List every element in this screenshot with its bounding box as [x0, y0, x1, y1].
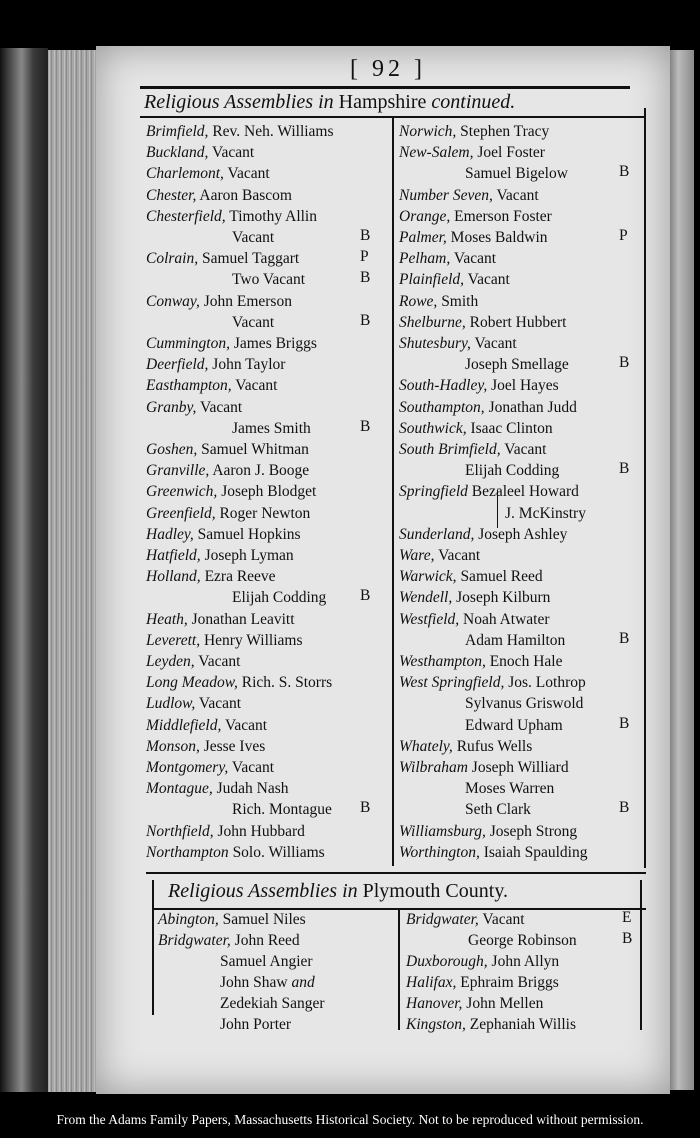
minister-name: Vacant	[232, 229, 275, 246]
town-name: Number Seven,	[399, 186, 493, 204]
town-name: Pelham,	[399, 250, 451, 268]
minister-name: Zephaniah Willis	[469, 1016, 577, 1033]
minister-name: Enoch Hale	[489, 653, 563, 670]
town-name: Greenwich,	[146, 483, 218, 501]
minister-name: Vacant	[198, 695, 242, 713]
minister-name: Vacant	[496, 186, 539, 204]
town-name: Duxborough,	[406, 953, 488, 970]
minister-name: Vacant	[474, 335, 517, 352]
town-name: Ware,	[399, 547, 435, 564]
copyright-footer: From the Adams Family Papers, Massachusetts Historical Society. Not to be reproduced without permission.	[56, 1112, 644, 1127]
list-item	[399, 185, 539, 206]
town-name: Ludlow,	[146, 695, 196, 713]
town-name: Rowe,	[399, 292, 438, 310]
minister-name: Roger Newton	[219, 504, 311, 522]
list-item	[468, 930, 577, 951]
town-name: Wendell,	[399, 589, 453, 607]
list-item	[399, 375, 559, 396]
denomination-mark: B	[619, 799, 630, 817]
town-name: Plainfield,	[399, 271, 465, 289]
denomination-mark: B	[619, 629, 630, 647]
column-divider-2	[398, 910, 400, 1030]
list-item	[399, 206, 552, 227]
minister-name: Vacant	[198, 653, 241, 670]
right-border-2	[640, 880, 642, 1030]
list-item	[399, 651, 562, 672]
town-name: South-Hadley,	[399, 377, 488, 395]
minister-name: Solo. Williams	[232, 843, 325, 861]
town-name: Goshen,	[146, 441, 198, 458]
list-item	[158, 930, 300, 951]
minister-name: John Hubbard	[217, 822, 305, 840]
minister-name: Edward Upham	[465, 716, 563, 734]
town-name: Granby,	[146, 398, 197, 416]
denomination-mark: B	[360, 799, 371, 817]
town-name: Warwick,	[399, 568, 457, 586]
town-name: Shutesbury,	[399, 335, 471, 352]
list-item	[220, 951, 313, 972]
list-item	[465, 799, 531, 820]
minister-name: J. McKinstry	[505, 504, 586, 522]
minister-name: Samuel Taggart	[201, 250, 300, 268]
town-name: Middlefield,	[146, 716, 222, 734]
list-item	[146, 715, 267, 736]
list-item	[146, 524, 301, 545]
minister-name: John Emerson	[203, 292, 292, 310]
list-item	[146, 481, 316, 502]
list-item	[399, 312, 566, 333]
town-name: Kingston,	[406, 1016, 466, 1033]
town-name: Whately,	[399, 737, 453, 755]
town-name: Sunderland,	[399, 525, 475, 543]
list-item	[146, 630, 303, 651]
book-spine	[0, 48, 48, 1092]
minister-name: Emerson Foster	[454, 207, 552, 225]
minister-name: Vacant	[438, 547, 481, 564]
town-name: Leverett,	[146, 631, 201, 649]
minister-name: Joseph Kilburn	[456, 589, 551, 607]
list-item	[146, 609, 295, 630]
right-border-1	[644, 108, 646, 868]
minister-name: Vacant	[504, 441, 547, 458]
minister-name: John Taylor	[212, 356, 286, 374]
minister-name: John Reed	[234, 932, 300, 949]
town-name: Williamsburg,	[399, 822, 486, 840]
town-name: Leyden,	[146, 653, 195, 670]
minister-name: Vacant	[467, 271, 510, 289]
minister-name: Elijah Codding	[465, 462, 560, 480]
minister-name: Jonathan Leavitt	[191, 610, 295, 628]
minister-name: Samuel Reed	[460, 568, 543, 586]
list-item	[146, 397, 242, 418]
list-item	[399, 609, 550, 630]
list-item	[399, 291, 478, 312]
list-item	[146, 333, 317, 354]
town-name: Chester,	[146, 186, 197, 204]
minister-name: Smith	[441, 292, 479, 310]
denomination-mark: B	[360, 417, 371, 435]
minister-name: Stephen Tracy	[460, 123, 550, 140]
list-item	[146, 291, 292, 312]
town-name: Halifax,	[406, 974, 457, 991]
minister-name: Moses Baldwin	[450, 229, 548, 246]
town-name: Deerfield,	[146, 356, 209, 374]
left-border-2	[152, 880, 154, 1015]
list-item	[406, 951, 559, 972]
list-item	[465, 715, 563, 736]
minister-name: Bezaleel Howard	[471, 483, 579, 501]
list-item	[399, 418, 553, 439]
minister-name: Samuel Bigelow	[465, 165, 568, 183]
town-name: Granville,	[146, 462, 210, 480]
list-item	[232, 269, 305, 290]
heading-italic: Religious Assemblies in	[144, 91, 334, 113]
town-name: Wilbraham	[399, 759, 468, 776]
heading-county: Hampshire	[338, 91, 427, 113]
minister-name: Robert Hubbert	[469, 313, 567, 331]
denomination-mark: B	[619, 354, 630, 372]
list-item	[146, 566, 276, 587]
minister-name: Vacant	[231, 759, 275, 776]
town-name: Holland,	[146, 568, 201, 586]
list-item	[406, 993, 543, 1014]
denomination-mark: B	[619, 163, 630, 181]
heading-italic: Religious Assemblies	[168, 880, 338, 902]
list-item	[220, 972, 315, 993]
minister-name: Vacant	[224, 716, 268, 734]
list-item	[399, 757, 569, 778]
town-name: Heath,	[146, 610, 188, 628]
denomination-mark: B	[360, 227, 371, 244]
list-item	[399, 397, 577, 418]
town-name: Monson,	[146, 737, 200, 755]
list-item	[399, 248, 496, 269]
list-item	[146, 163, 270, 184]
town-name: Shelburne,	[399, 313, 466, 331]
minister-name: Vacant	[482, 911, 525, 928]
denomination-mark: E	[622, 909, 632, 926]
minister-name: Jonathan Judd	[488, 398, 577, 416]
town-name: Southwick,	[399, 419, 467, 437]
list-item	[399, 545, 480, 566]
list-item	[146, 736, 265, 757]
list-item	[399, 227, 548, 248]
list-item	[232, 227, 274, 248]
minister-name: Sylvanus Griswold	[465, 695, 584, 713]
town-name: Bridgwater,	[158, 932, 231, 949]
list-item	[146, 778, 289, 799]
denomination-mark: P	[360, 248, 369, 266]
list-item	[146, 354, 285, 375]
minister-name: Vacant	[235, 377, 278, 395]
town-name: New-Salem,	[399, 144, 474, 162]
minister-name: James Briggs	[233, 335, 317, 352]
denomination-mark: B	[360, 587, 371, 605]
list-item	[146, 206, 317, 227]
list-item	[399, 524, 567, 545]
minister-name: George Robinson	[468, 932, 577, 949]
list-item	[406, 909, 525, 930]
list-item	[399, 481, 579, 502]
minister-name: Joseph Blodget	[221, 483, 317, 501]
minister-name: Aaron Bascom	[199, 186, 292, 204]
denomination-mark: B	[619, 714, 630, 732]
minister-name: Ephraim Briggs	[460, 974, 559, 991]
list-item	[232, 799, 332, 820]
minister-name: Vacant	[199, 398, 243, 416]
minister-name: Joel Hayes	[491, 377, 559, 395]
denomination-mark: B	[360, 269, 371, 287]
town-name: Southampton,	[399, 398, 485, 416]
minister-name: Moses Warren	[465, 780, 555, 798]
minister-name: John Mellen	[466, 995, 544, 1012]
list-item	[146, 545, 294, 566]
denomination-mark: P	[619, 227, 628, 244]
town-name: Montague,	[146, 780, 213, 798]
list-item	[146, 651, 240, 672]
page-edges-right	[668, 50, 694, 1090]
list-item	[146, 121, 334, 142]
page-number: [ 92 ]	[350, 56, 426, 82]
list-item	[399, 672, 586, 693]
section-heading-plymouth	[168, 880, 508, 903]
town-name: Palmer,	[399, 229, 447, 246]
list-item	[146, 672, 332, 693]
list-item	[399, 439, 546, 460]
list-item	[146, 757, 274, 778]
minister-name: Timothy Allin	[229, 207, 317, 225]
minister-name: James Smith	[232, 419, 311, 437]
town-name: Westhampton,	[399, 653, 486, 670]
minister-name: Adam Hamilton	[465, 631, 566, 649]
minister-name: Samuel Angier	[220, 953, 313, 970]
denomination-mark: B	[622, 930, 633, 947]
town-name: South Brimfield,	[399, 441, 501, 458]
section-heading-hampshire	[144, 91, 515, 114]
minister-name: Jesse Ives	[203, 737, 266, 755]
minister-name: Rufus Wells	[456, 737, 533, 755]
list-item	[146, 693, 241, 714]
list-item	[399, 587, 550, 608]
list-item	[505, 503, 586, 524]
minister-name: Elijah Codding	[232, 589, 327, 607]
town-name: Brimfield,	[146, 123, 209, 140]
town-name: Cummington,	[146, 335, 230, 352]
list-item	[146, 185, 292, 206]
list-item	[399, 269, 510, 290]
list-item	[146, 248, 299, 269]
town-name: Conway,	[146, 292, 200, 310]
list-item	[399, 821, 577, 842]
town-name: Worthington,	[399, 843, 480, 861]
heading-in: in	[342, 880, 358, 902]
town-name: Colrain,	[146, 250, 199, 268]
town-name: Hatfield,	[146, 547, 201, 564]
minister-name: Ezra Reeve	[204, 568, 276, 586]
list-item	[146, 821, 305, 842]
minister-name: Vacant	[212, 144, 255, 162]
list-item	[399, 842, 587, 863]
list-item	[232, 312, 274, 333]
town-name: Orange,	[399, 207, 451, 225]
town-name: Bridgwater,	[406, 911, 479, 928]
minister-name: John Porter	[220, 1016, 292, 1033]
list-item	[465, 630, 565, 651]
town-name: Northampton	[146, 843, 229, 861]
minister-name: Noah Atwater	[463, 610, 550, 628]
minister-name: Seth Clark	[465, 801, 531, 819]
town-name: Norwich,	[399, 123, 457, 140]
town-name: Springfield	[399, 483, 468, 501]
list-item	[406, 1014, 576, 1035]
denomination-mark: B	[360, 311, 371, 329]
town-name: Montgomery,	[146, 759, 229, 776]
list-item	[465, 163, 568, 184]
town-name: Charlemont,	[146, 165, 224, 183]
top-rule	[140, 86, 630, 89]
minister-name: Isaac Clinton	[470, 419, 553, 437]
list-item	[146, 375, 277, 396]
town-name: Long Meadow,	[146, 674, 238, 692]
denomination-mark: B	[619, 460, 630, 478]
list-item	[146, 439, 309, 460]
minister-name: Samuel Whitman	[201, 441, 309, 458]
town-name: Northfield,	[146, 822, 214, 840]
minister-name: Henry Williams	[203, 631, 303, 649]
minister-name: Joseph Strong	[489, 822, 578, 840]
minister-name: Isaiah Spaulding	[483, 843, 588, 861]
minister-name: Joseph Ashley	[478, 525, 568, 543]
minister-name: Vacant	[453, 250, 497, 268]
minister-name: Joel Foster	[477, 144, 545, 162]
list-item	[146, 503, 310, 524]
town-name: Buckland,	[146, 144, 209, 162]
section-rule	[146, 872, 646, 874]
list-item	[146, 842, 325, 863]
list-item	[232, 587, 326, 608]
list-item	[465, 460, 559, 481]
list-item	[399, 142, 545, 163]
list-item	[399, 736, 532, 757]
minister-name: Aaron J. Booge	[212, 462, 310, 480]
list-item	[406, 972, 559, 993]
minister-name: Vacant	[227, 165, 270, 183]
minister-name: Zedekiah Sanger	[220, 995, 325, 1012]
minister-name: Joseph Williard	[471, 759, 569, 776]
minister-name: Joseph Lyman	[204, 547, 294, 564]
town-name: Abington,	[158, 911, 219, 928]
town-name: Greenfield,	[146, 504, 216, 522]
minister-name: Jos. Lothrop	[508, 674, 586, 692]
minister-name: John Allyn	[491, 953, 560, 970]
minister-name: Vacant	[232, 313, 275, 331]
page-edges-left	[48, 50, 98, 1092]
minister-name: Samuel Hopkins	[197, 525, 301, 543]
town-name: West Springfield,	[399, 674, 505, 692]
minister-name: Joseph Smellage	[465, 356, 569, 374]
list-item	[158, 909, 306, 930]
list-item	[220, 1014, 291, 1035]
list-item	[232, 418, 311, 439]
list-item	[465, 778, 554, 799]
list-item	[399, 333, 517, 354]
list-item	[220, 993, 325, 1014]
minister-name: Judah Nash	[216, 780, 289, 798]
town-name: Westfield,	[399, 610, 460, 628]
list-item	[146, 460, 309, 481]
town-name: Easthampton,	[146, 377, 232, 395]
list-item	[399, 566, 543, 587]
town-name: Hadley,	[146, 525, 194, 543]
minister-name: Rich. Montague	[232, 801, 332, 819]
minister-name: Two Vacant	[232, 271, 306, 289]
conjunction: and	[291, 974, 315, 991]
town-name: Chesterfield,	[146, 207, 226, 225]
heading-continued: continued.	[431, 91, 516, 113]
minister-name: Samuel Niles	[222, 911, 306, 928]
town-name: Hanover,	[406, 995, 463, 1012]
minister-name: Rich. S. Storrs	[241, 674, 333, 692]
list-item	[146, 142, 254, 163]
minister-name: Rev. Neh. Williams	[212, 123, 334, 140]
minister-name: John Shaw	[220, 974, 288, 991]
column-divider-1	[392, 118, 394, 866]
list-item	[399, 121, 549, 142]
list-item	[465, 693, 583, 714]
list-item	[465, 354, 569, 375]
heading-county: Plymouth County.	[362, 880, 509, 902]
